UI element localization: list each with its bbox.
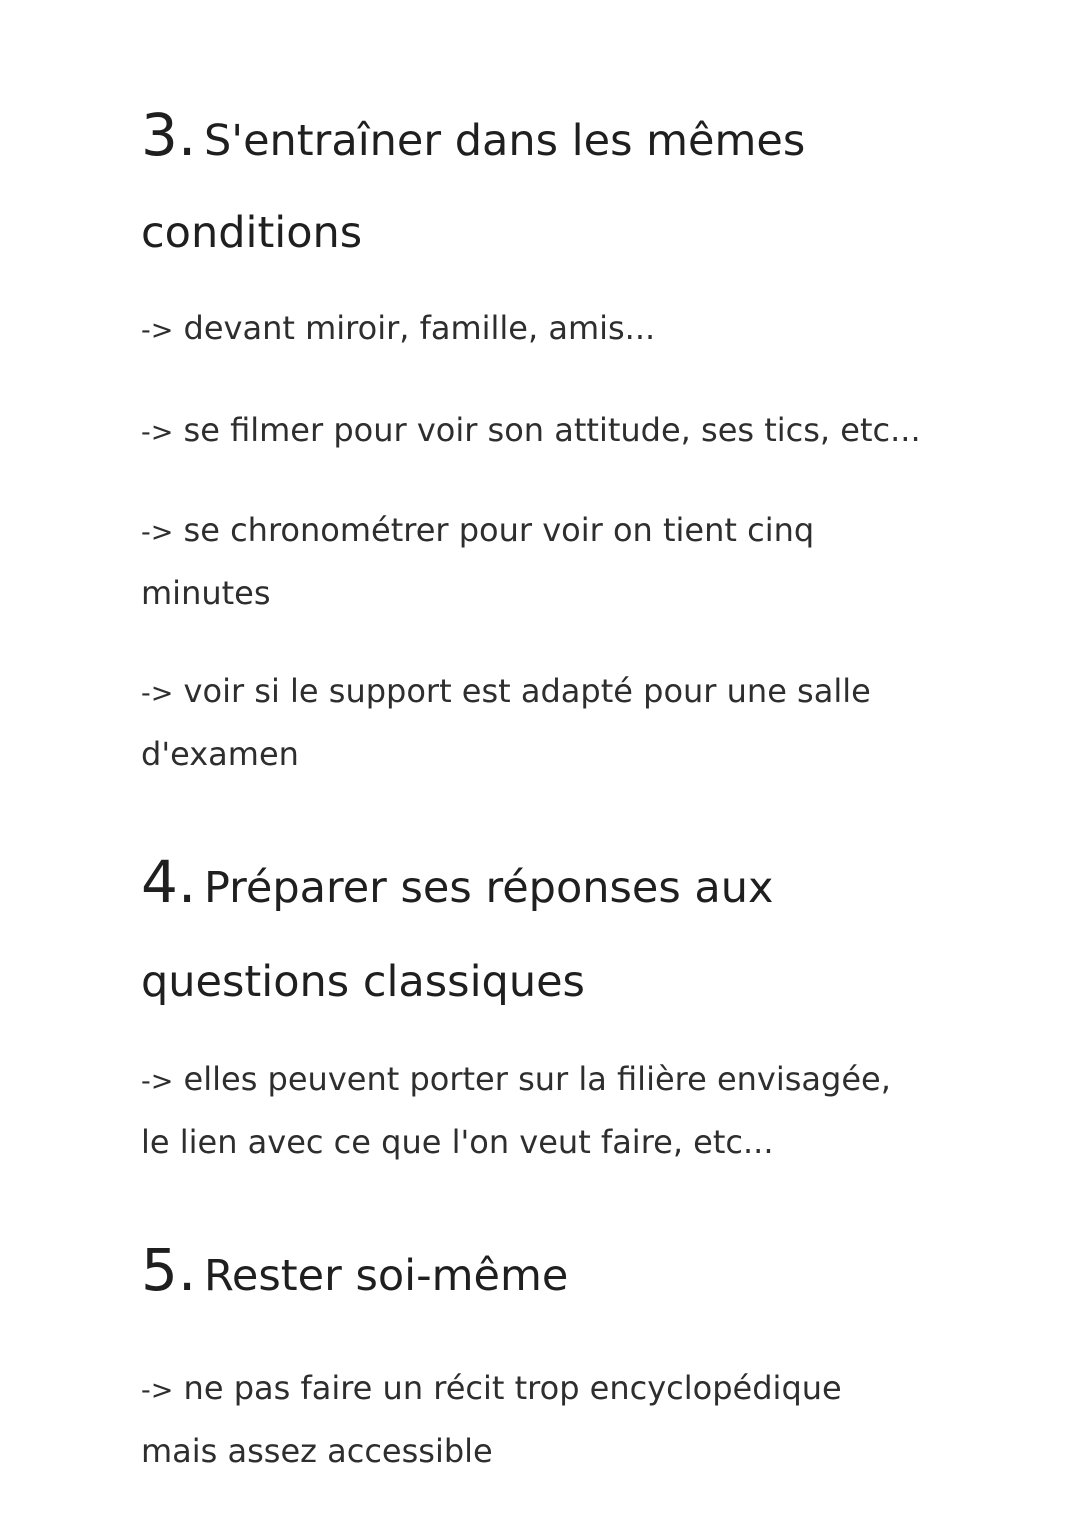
section-number: 5.	[141, 1236, 197, 1304]
bullet-text: se chronométrer pour voir on tient cinq	[183, 511, 815, 549]
arrow-icon: ->	[141, 417, 174, 448]
bullet-item	[141, 400, 941, 463]
bullet-text: elles peuvent porter sur la filière envisagée,	[183, 1060, 891, 1098]
bullet-text-line2: le lien avec ce que l'on veut faire, etc...	[141, 1123, 774, 1161]
section-title-line2: conditions	[141, 208, 363, 258]
bullet-text-line2: d'examen	[141, 735, 299, 773]
bullet-item	[141, 661, 941, 784]
bullet-item	[141, 500, 941, 623]
bullet-text-line2: minutes	[141, 574, 271, 612]
section-number: 3.	[141, 101, 197, 169]
arrow-icon: ->	[141, 1375, 174, 1406]
arrow-icon: ->	[141, 678, 174, 709]
section-title: Préparer ses réponses aux	[203, 863, 774, 913]
arrow-icon: ->	[141, 1066, 174, 1097]
arrow-icon: ->	[141, 517, 174, 548]
section-4-heading	[141, 838, 941, 1032]
bullet-item	[141, 1358, 941, 1481]
arrow-icon: ->	[141, 315, 174, 346]
bullet-text: se filmer pour voir son attitude, ses tics, etc...	[183, 411, 921, 449]
bullet-item	[141, 1049, 941, 1172]
bullet-text-line2: mais assez accessible	[141, 1432, 493, 1470]
bullet-text: devant miroir, famille, amis...	[183, 309, 656, 347]
bullet-item	[141, 298, 941, 361]
section-title-line2: questions classiques	[141, 957, 585, 1007]
bullet-text: voir si le support est adapté pour une salle	[183, 672, 871, 710]
section-title: S'entraîner dans les mêmes	[203, 116, 806, 166]
section-5-heading	[141, 1227, 941, 1325]
bullet-text: ne pas faire un récit trop encyclopédique	[183, 1369, 842, 1407]
section-3-heading	[141, 92, 941, 282]
section-title: Rester soi-même	[203, 1251, 569, 1301]
section-number: 4.	[141, 848, 197, 916]
